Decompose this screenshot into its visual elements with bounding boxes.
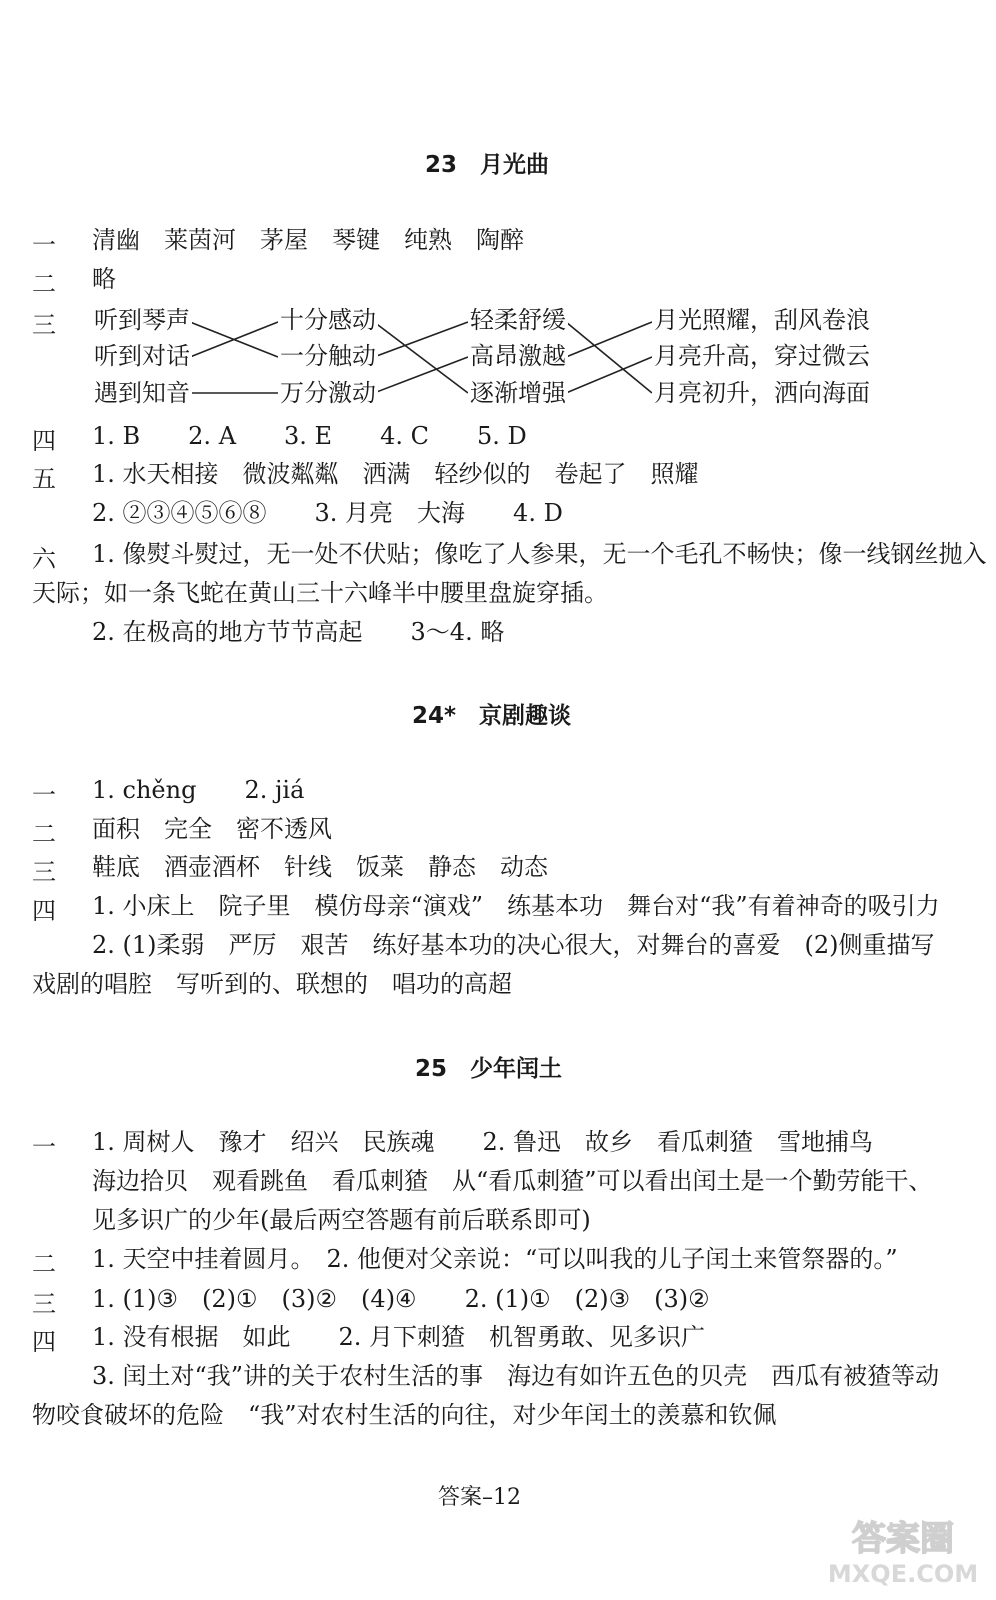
answer-line: 物咬食破坏的危险 “我”对农村生活的向往，对少年闰土的羡慕和钦佩 [32, 1401, 777, 1429]
question-number: 二 [32, 820, 56, 848]
question-number: 五 [32, 465, 56, 493]
section-title-23: 23 月光曲 [425, 152, 550, 178]
match-item: 逐渐增强 [470, 379, 566, 407]
watermark-logo [828, 1510, 978, 1590]
answer-line: 面积 完全 密不透风 [92, 815, 332, 843]
question-number: 六 [32, 545, 56, 573]
answer-line: 天际；如一条飞蛇在黄山三十六峰半中腰里盘旋穿插。 [32, 579, 608, 607]
question-number: 一 [32, 781, 56, 809]
answer-line: 见多识广的少年(最后两空答题有前后联系即可) [92, 1206, 591, 1234]
match-item: 听到对话 [94, 342, 190, 370]
answer-line: 1. 周树人 豫才 绍兴 民族魂 2. 鲁迅 故乡 看瓜刺猹 雪地捕鸟 [92, 1128, 874, 1156]
question-number: 三 [32, 311, 56, 339]
question-number: 二 [32, 270, 56, 298]
answer-line: 清幽 莱茵河 茅屋 琴键 纯熟 陶醉 [92, 226, 524, 254]
answer-line: 略 [92, 265, 116, 293]
question-number: 三 [32, 858, 56, 886]
answer-line: 海边拾贝 观看跳鱼 看瓜刺猹 从“看瓜刺猹”可以看出闰土是一个勤劳能干、 [92, 1167, 933, 1195]
answer-line: 3. 闰土对“我”讲的关于农村生活的事 海边有如许五色的贝壳 西瓜有被猹等动 [92, 1362, 940, 1390]
answer-line: 1. 天空中挂着圆月。 2. 他便对父亲说：“可以叫我的儿子闰土来管祭器的。” [92, 1245, 898, 1273]
answer-line: 2. ②③④⑤⑥⑧ 3. 月亮 大海 4. D [92, 499, 563, 527]
match-item: 月光照耀，刮风卷浪 [654, 306, 870, 334]
question-number: 四 [32, 427, 56, 455]
question-number: 三 [32, 1290, 56, 1318]
answer-line: 2. (1)柔弱 严厉 艰苦 练好基本功的决心很大，对舞台的喜爱 (2)侧重描写 [92, 931, 935, 959]
answer-line: 鞋底 酒壶酒杯 针线 饭菜 静态 动态 [92, 853, 548, 881]
answer-line: 1. 水天相接 微波粼粼 洒满 轻纱似的 卷起了 照耀 [92, 460, 699, 488]
question-number: 二 [32, 1250, 56, 1278]
svg-text:答案圈: 答案圈 [852, 1519, 954, 1559]
answer-line: 1. B 2. A 3. E 4. C 5. D [92, 422, 527, 450]
match-item: 轻柔舒缓 [470, 306, 566, 334]
section-title-24: 24* 京剧趣谈 [412, 703, 572, 729]
svg-text:MXQE.COM: MXQE.COM [828, 1560, 978, 1588]
match-item: 一分触动 [280, 342, 376, 370]
question-number: 一 [32, 231, 56, 259]
question-number: 四 [32, 897, 56, 925]
answer-line: 2. 在极高的地方节节高起 3～4. 略 [92, 618, 505, 646]
question-number: 四 [32, 1328, 56, 1356]
match-item: 万分激动 [280, 379, 376, 407]
question-number: 一 [32, 1133, 56, 1161]
answer-line: 1. (1)③ (2)① (3)② (4)④ 2. (1)① (2)③ (3)② [92, 1285, 710, 1313]
match-item: 月亮升高，穿过微云 [654, 342, 870, 370]
section-title-25: 25 少年闰土 [415, 1056, 563, 1082]
match-item: 遇到知音 [94, 379, 190, 407]
match-item: 听到琴声 [94, 306, 190, 334]
answer-line: 1. 小床上 院子里 模仿母亲“演戏” 练基本功 舞台对“我”有着神奇的吸引力 [92, 892, 940, 920]
answer-line: 1. 像熨斗熨过，无一处不伏贴；像吃了人参果，无一个毛孔不畅快；像一线钢丝抛入 [92, 540, 987, 568]
answer-line: 戏剧的唱腔 写听到的、联想的 唱功的高超 [32, 970, 512, 998]
match-item: 高昂激越 [470, 342, 566, 370]
match-item: 十分感动 [280, 306, 376, 334]
match-item: 月亮初升，洒向海面 [654, 379, 870, 407]
answer-line: 1. 没有根据 如此 2. 月下刺猹 机智勇敢、见多识广 [92, 1323, 706, 1351]
answer-line: 1. chěng 2. jiá [92, 776, 305, 804]
page-number: 答案–12 [438, 1485, 521, 1510]
